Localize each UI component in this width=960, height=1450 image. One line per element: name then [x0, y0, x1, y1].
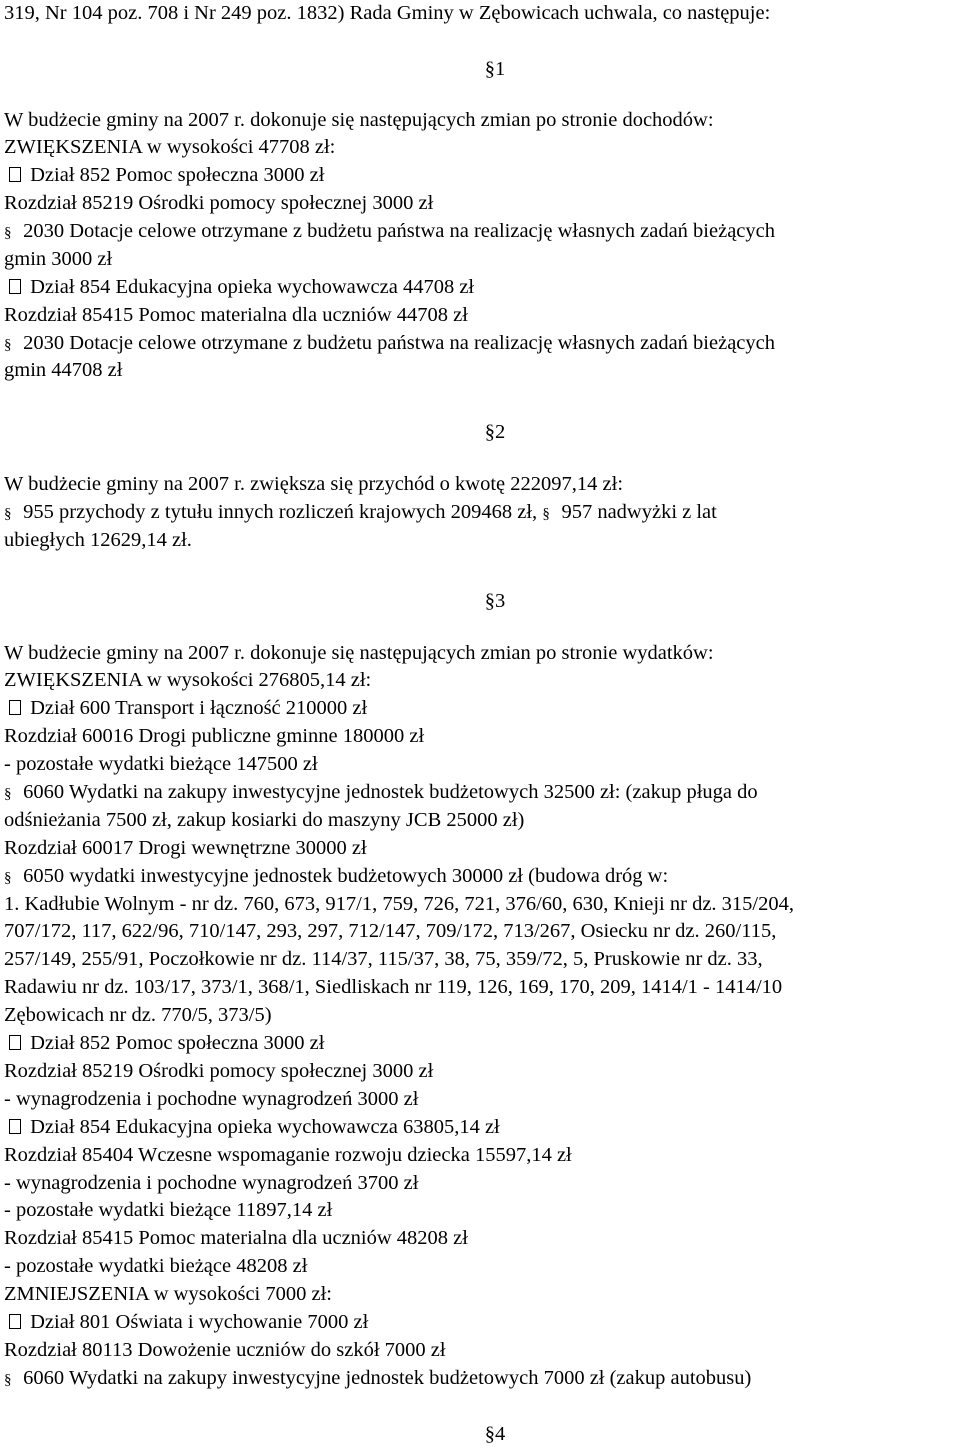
checkbox-bullet-icon — [9, 700, 21, 715]
arrow-marker-icon: § — [4, 1372, 12, 1388]
list-item: § 6050 wydatki inwestycyjne jednostek budżetowych 30000 zł (budowa dróg w: — [4, 863, 960, 889]
text-line: Rozdział 85415 Pomoc materialna dla uczniów 44708 zł — [4, 304, 468, 326]
arrow-marker-icon: § — [4, 337, 12, 353]
text-line: Rozdział 80113 Dowożenie uczniów do szkół 7000 zł — [4, 1339, 446, 1361]
list-item: § 955 przychody z tytułu innych rozliczeń krajowych 209468 zł, § 957 nadwyżki z lat — [4, 499, 960, 525]
checkbox-bullet-icon — [9, 1119, 21, 1134]
list-item: § 2030 Dotacje celowe otrzymane z budżetu państwa na realizację własnych zadań bieżących — [4, 218, 960, 244]
text-line: Rozdział 85219 Ośrodki pomocy społecznej 3000 zł — [4, 1060, 434, 1082]
text-line: Rozdział 60016 Drogi publiczne gminne 180000 zł — [4, 725, 425, 747]
arrow-marker-icon: § — [4, 870, 12, 886]
text-line: Zębowicach nr dz. 770/5, 373/5) — [4, 1004, 272, 1026]
list-item: Dział 854 Edukacyjna opieka wychowawcza 63805,14 zł — [4, 1114, 960, 1140]
list-item: Dział 852 Pomoc społeczna 3000 zł — [4, 162, 960, 188]
text-line: Rozdział 85415 Pomoc materialna dla uczniów 48208 zł — [4, 1227, 468, 1249]
list-item: § 6060 Wydatki na zakupy inwestycyjne jednostek budżetowych 32500 zł: (zakup pługa do — [4, 779, 960, 805]
text-line: gmin 3000 zł — [4, 248, 113, 270]
list-item: § 6060 Wydatki na zakupy inwestycyjne jednostek budżetowych 7000 zł (zakup autobusu) — [4, 1365, 960, 1391]
text-line: 1. Kadłubie Wolnym - nr dz. 760, 673, 917/1, 759, 726, 721, 376/60, 630, Knieji nr dz. 315/204, — [4, 893, 795, 915]
checkbox-bullet-icon — [9, 1314, 21, 1329]
text-line: Rozdział 60017 Drogi wewnętrzne 30000 zł — [4, 837, 367, 859]
section-number-1: §1 — [484, 58, 506, 80]
arrow-marker-icon: § — [4, 506, 12, 522]
text-line: - pozostałe wydatki bieżące 147500 zł — [4, 753, 318, 775]
arrow-marker-icon: § — [542, 506, 550, 522]
list-item: Dział 801 Oświata i wychowanie 7000 zł — [4, 1309, 960, 1335]
text-line: - pozostałe wydatki bieżące 11897,14 zł — [4, 1199, 333, 1221]
text-line: Radawiu nr dz. 103/17, 373/1, 368/1, Siedliskach nr 119, 126, 169, 170, 209, 1414/1 - 1414/10 — [4, 976, 783, 998]
section-number-4: §4 — [484, 1423, 506, 1445]
text-line: - pozostałe wydatki bieżące 48208 zł — [4, 1255, 308, 1277]
section-number-2: §2 — [484, 421, 506, 443]
text-line: 257/149, 255/91, Poczołkowie nr dz. 114/37, 115/37, 38, 75, 359/72, 5, Pruskowie nr dz. 33, — [4, 948, 763, 970]
text-line: Rozdział 85404 Wczesne wspomaganie rozwoju dziecka 15597,14 zł — [4, 1144, 572, 1166]
text-line: W budżecie gminy na 2007 r. zwiększa się przychód o kwotę 222097,14 zł: — [4, 473, 624, 495]
checkbox-bullet-icon — [9, 167, 21, 182]
text-line: Rozdział 85219 Ośrodki pomocy społecznej 3000 zł — [4, 192, 434, 214]
checkbox-bullet-icon — [9, 1035, 21, 1050]
checkbox-bullet-icon — [9, 279, 21, 294]
text-line: 707/172, 117, 622/96, 710/147, 293, 297, 712/147, 709/172, 713/267, Osiecku nr dz. 260/115, — [4, 920, 777, 942]
list-item: Dział 600 Transport i łączność 210000 zł — [4, 695, 960, 721]
section-number-3: §3 — [484, 590, 506, 612]
text-line: ZWIĘKSZENIA w wysokości 47708 zł: — [4, 136, 336, 158]
text-line: W budżecie gminy na 2007 r. dokonuje się następujących zmian po stronie wydatków: — [4, 642, 714, 664]
text-line: - wynagrodzenia i pochodne wynagrodzeń 3000 zł — [4, 1088, 419, 1110]
text-line: ZWIĘKSZENIA w wysokości 276805,14 zł: — [4, 669, 372, 691]
text-line: ubiegłych 12629,14 zł. — [4, 529, 192, 551]
list-item: § 2030 Dotacje celowe otrzymane z budżetu państwa na realizację własnych zadań bieżących — [4, 330, 960, 356]
text-line: W budżecie gminy na 2007 r. dokonuje się następujących zmian po stronie dochodów: — [4, 109, 714, 131]
arrow-marker-icon: § — [4, 786, 12, 802]
list-item: Dział 854 Edukacyjna opieka wychowawcza 44708 zł — [4, 274, 960, 300]
list-item: Dział 852 Pomoc społeczna 3000 zł — [4, 1030, 960, 1056]
text-line: odśnieżania 7500 zł, zakup kosiarki do maszyny JCB 25000 zł) — [4, 809, 525, 831]
text-line: gmin 44708 zł — [4, 359, 123, 381]
text-line: - wynagrodzenia i pochodne wynagrodzeń 3700 zł — [4, 1172, 419, 1194]
intro-text: 319, Nr 104 poz. 708 i Nr 249 poz. 1832) Rada Gminy w Zębowicach uchwala, co następuje: — [4, 2, 771, 24]
text-line: ZMNIEJSZENIA w wysokości 7000 zł: — [4, 1283, 332, 1305]
arrow-marker-icon: § — [4, 225, 12, 241]
